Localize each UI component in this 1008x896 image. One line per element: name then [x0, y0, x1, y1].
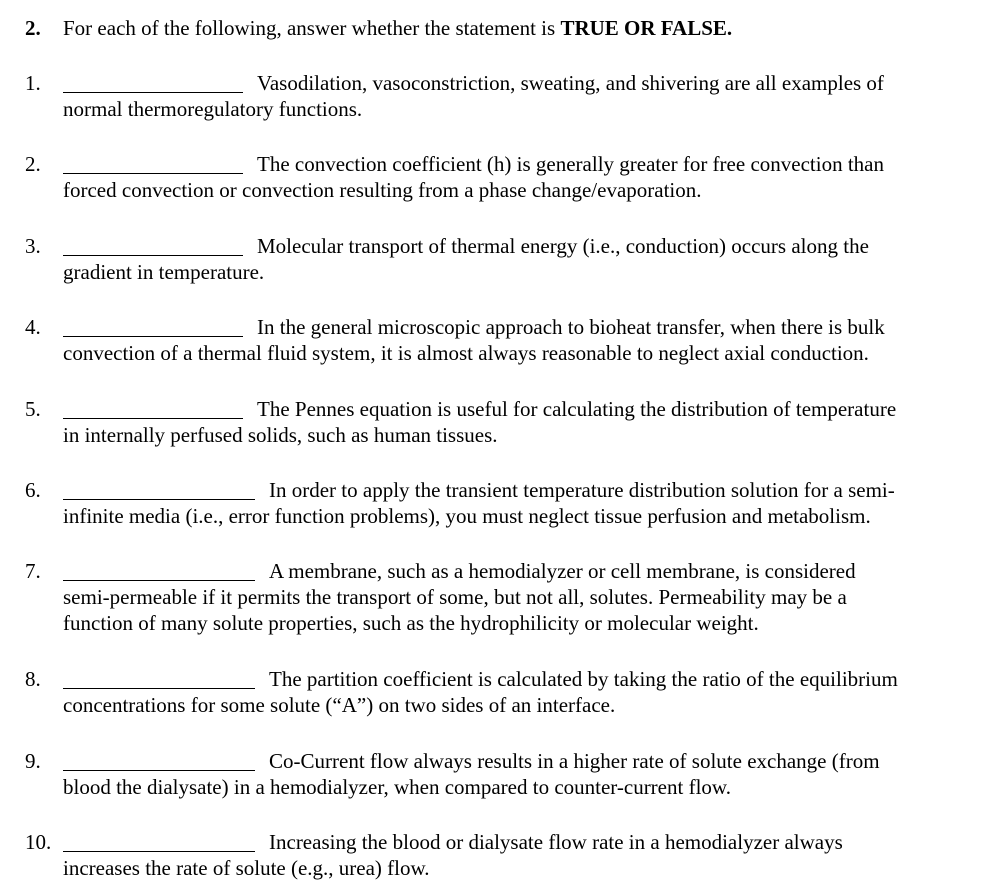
answer-blank[interactable] [63, 92, 243, 93]
answer-blank[interactable] [63, 418, 243, 419]
statement-continuation: increases the rate of solute (e.g., urea) flow. [63, 856, 430, 880]
statement-continuation: in internally perfused solids, such as human tissues. [63, 423, 498, 447]
statement-number: 5. [25, 397, 41, 421]
statement-item-2 [25, 151, 985, 203]
statement-continuation: infinite media (i.e., error function problems), you must neglect tissue perfusion and metabolism. [63, 504, 871, 528]
answer-blank[interactable] [63, 580, 255, 581]
answer-blank[interactable] [63, 851, 255, 852]
statement-text: Increasing the blood or dialysate flow rate in a hemodialyzer always [269, 830, 843, 854]
statement-continuation: gradient in temperature. [63, 260, 265, 284]
question-number: 2. [25, 16, 41, 40]
statement-number: 4. [25, 315, 41, 339]
statement-number: 7. [25, 559, 41, 583]
answer-blank[interactable] [63, 499, 255, 500]
statement-item-4 [25, 314, 985, 366]
statement-continuation: blood the dialysate) in a hemodialyzer, when compared to counter-current flow. [63, 775, 731, 799]
question-instruction-emphasis: TRUE OR FALSE. [560, 16, 733, 40]
statement-text: The convection coefficient (h) is generally greater for free convection than [257, 152, 884, 176]
statement-item-9 [25, 748, 985, 800]
question-heading [25, 15, 732, 41]
statement-continuation: semi-permeable if it permits the transport of some, but not all, solutes. Permeability may be a [63, 585, 847, 609]
statement-number: 6. [25, 478, 41, 502]
statement-text: In the general microscopic approach to bioheat transfer, when there is bulk [257, 315, 885, 339]
statement-number: 8. [25, 667, 41, 691]
statement-continuation: convection of a thermal fluid system, it is almost always reasonable to neglect axial conduction. [63, 341, 869, 365]
statement-text: The partition coefficient is calculated by taking the ratio of the equilibrium [269, 667, 898, 691]
statement-continuation: concentrations for some solute (“A”) on two sides of an interface. [63, 693, 616, 717]
statement-text: The Pennes equation is useful for calculating the distribution of temperature [257, 397, 897, 421]
answer-blank[interactable] [63, 336, 243, 337]
statement-item-6 [25, 477, 985, 529]
statement-continuation: function of many solute properties, such as the hydrophilicity or molecular weight. [63, 611, 759, 635]
statement-text: In order to apply the transient temperature distribution solution for a semi- [269, 478, 895, 502]
answer-blank[interactable] [63, 173, 243, 174]
statement-continuation: normal thermoregulatory functions. [63, 97, 363, 121]
statement-number: 1. [25, 71, 41, 95]
statement-item-10 [25, 829, 985, 881]
answer-blank[interactable] [63, 255, 243, 256]
statement-number: 2. [25, 152, 41, 176]
statement-number: 9. [25, 749, 41, 773]
statement-number: 3. [25, 234, 41, 258]
statement-text: A membrane, such as a hemodialyzer or cell membrane, is considered [269, 559, 856, 583]
statement-item-5 [25, 396, 985, 448]
statement-number: 10. [25, 830, 52, 854]
statement-text: Co-Current flow always results in a higher rate of solute exchange (from [269, 749, 880, 773]
statement-text: Molecular transport of thermal energy (i.e., conduction) occurs along the [257, 234, 869, 258]
answer-blank[interactable] [63, 770, 255, 771]
statement-item-1 [25, 70, 985, 122]
answer-blank[interactable] [63, 688, 255, 689]
statement-item-7 [25, 558, 985, 636]
statement-continuation: forced convection or convection resulting from a phase change/evaporation. [63, 178, 702, 202]
statement-text: Vasodilation, vasoconstriction, sweating, and shivering are all examples of [257, 71, 884, 95]
statement-item-8 [25, 666, 985, 718]
statement-item-3 [25, 233, 985, 285]
question-instruction: For each of the following, answer whether the statement is [63, 16, 561, 40]
